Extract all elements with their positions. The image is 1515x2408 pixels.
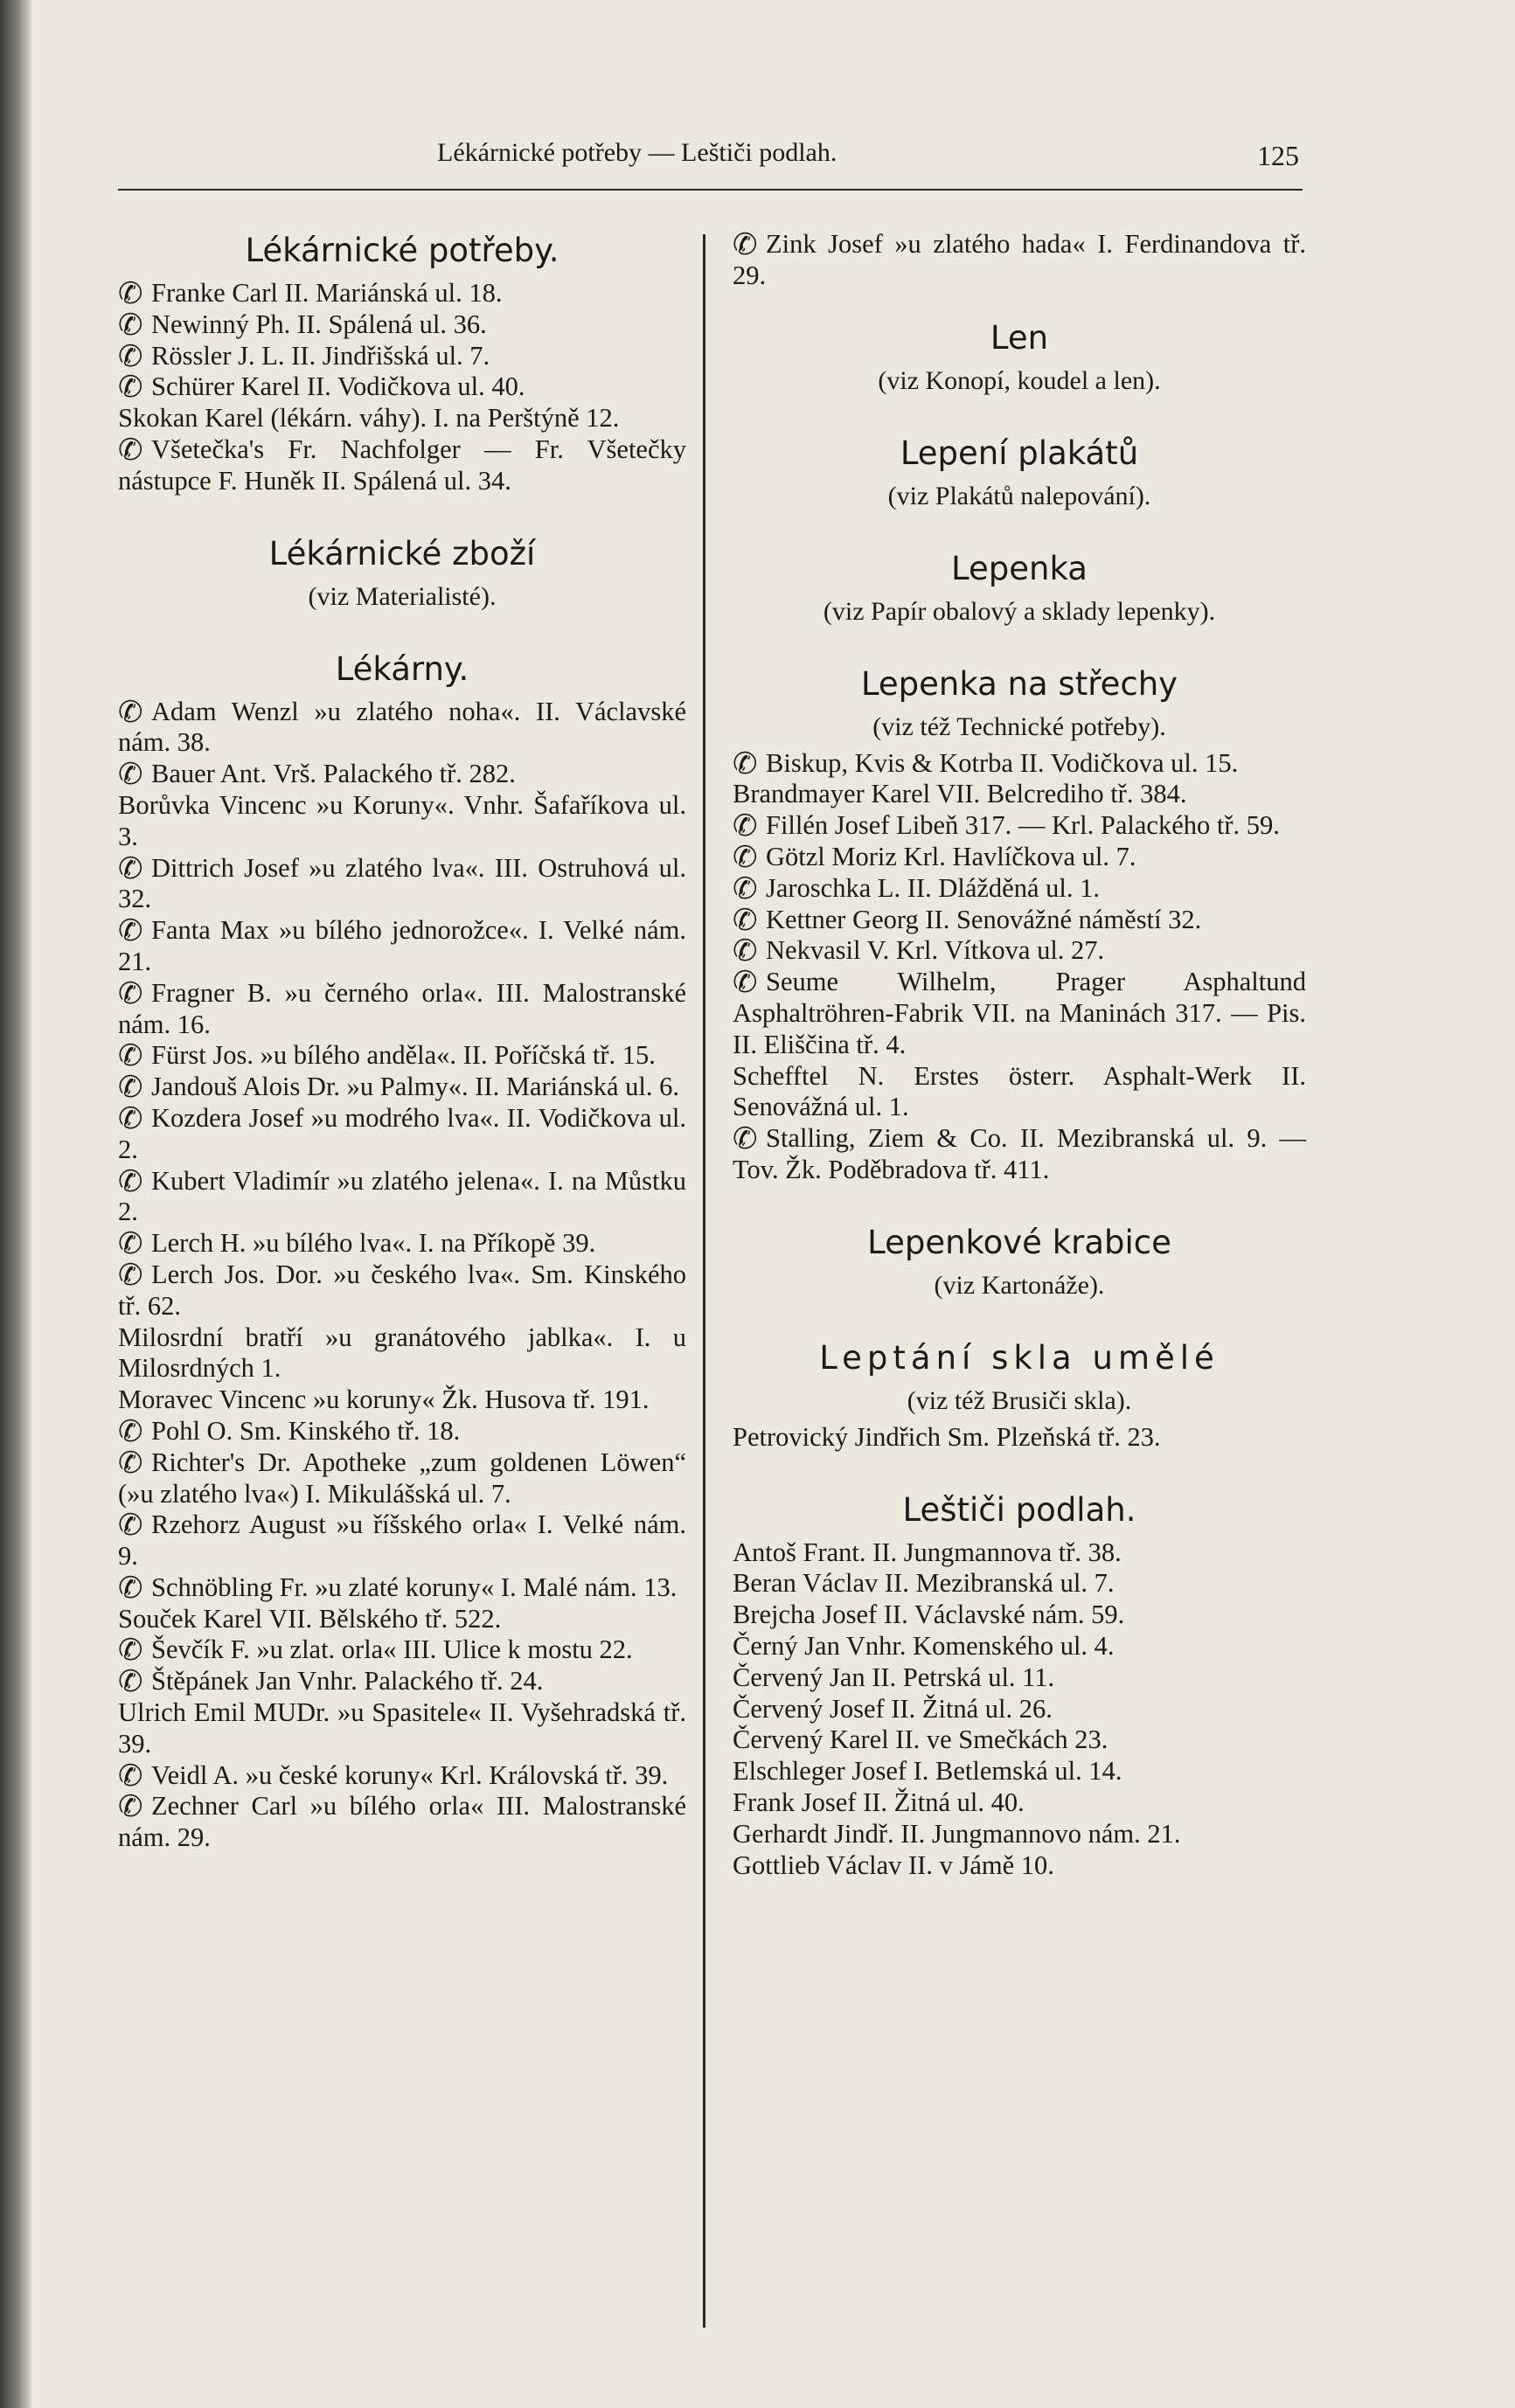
directory-entry	[733, 779, 1306, 810]
entry-text: Biskup, Kvis & Kotrba II. Vodičkova ul. 15.	[766, 747, 1239, 778]
section-heading: Lepenka	[951, 549, 1088, 587]
directory-entry	[118, 757, 686, 793]
telephone-mark-icon: ✆	[733, 902, 758, 938]
cross-reference: (viz Plakátů nalepování).	[887, 481, 1151, 510]
page-number: 125	[1257, 140, 1299, 171]
directory-entry	[118, 1413, 686, 1449]
directory-entry	[733, 1631, 1306, 1662]
entry-text: Skokan Karel (lékárn. váhy). I. na Perštýně 12.	[118, 403, 620, 434]
directory-entry	[118, 1572, 686, 1604]
cross-reference: (viz Materialisté).	[308, 581, 497, 611]
telephone-mark-icon: ✆	[118, 1789, 143, 1825]
telephone-mark-icon: ✆	[118, 1758, 143, 1794]
cross-reference: (viz též Technické potřeby).	[872, 711, 1166, 741]
entry-text: Kozdera Josef »u modrého lva«. II. Vodičkova ul. 2.	[118, 1102, 686, 1164]
directory-entry	[118, 1040, 686, 1072]
section-heading: Lékárnické potřeby.	[245, 232, 559, 269]
entry-text: Kettner Georg II. Senovážné náměstí 32.	[766, 904, 1202, 934]
section-heading: Len	[990, 318, 1049, 357]
directory-entry	[118, 338, 686, 374]
entry-list	[118, 278, 686, 497]
entry-text: Fanta Max »u bílého jednorožce«. I. Velké nám. 21.	[118, 915, 686, 976]
entry-text: Ulrich Emil MUDr. »u Spasitele« II. Vyšehradská tř. 39.	[118, 1697, 686, 1759]
entry-text: Červený Josef II. Žitná ul. 26.	[733, 1693, 1053, 1724]
entry-text: Veidl A. »u české koruny« Krl. Královská tř. 39.	[151, 1759, 669, 1790]
entry-text: Frank Josef II. Žitná ul. 40.	[733, 1787, 1025, 1817]
telephone-mark-icon: ✆	[733, 227, 758, 262]
running-title: Lékárnické potřeby — Leštiči podlah.	[437, 138, 837, 167]
entry-text: Gottlieb Václav II. v Jámě 10.	[733, 1849, 1054, 1880]
telephone-mark-icon: ✆	[118, 1070, 143, 1106]
directory-entry	[118, 370, 686, 406]
section-heading: Lepenka na střechy	[860, 664, 1178, 703]
entry-text: Götzl Moriz Krl. Havlíčkova ul. 7.	[766, 841, 1136, 871]
entry-text: Dittrich Josef »u zlatého lva«. III. Ostruhová ul. 32.	[118, 852, 686, 914]
directory-entry	[733, 1662, 1306, 1694]
directory-entry	[733, 1422, 1306, 1454]
telephone-mark-icon: ✆	[733, 933, 758, 969]
telephone-mark-icon: ✆	[118, 1445, 143, 1481]
directory-entry	[118, 1760, 686, 1792]
directory-entry	[733, 967, 1306, 1060]
telephone-mark-icon: ✆	[118, 1508, 143, 1544]
entry-text: Ševčík F. »u zlat. orla« III. Ulice k mostu 22.	[151, 1634, 633, 1665]
entry-text: Červený Karel II. ve Smečkách 23.	[733, 1724, 1108, 1755]
directory-entry	[118, 403, 686, 434]
entry-text: Petrovický Jindřich Sm. Plzeňská tř. 23.	[733, 1421, 1161, 1452]
telephone-mark-icon: ✆	[733, 746, 758, 781]
directory-entry	[118, 1257, 686, 1322]
cross-reference: (viz též Brusiči skla).	[907, 1385, 1132, 1415]
directory-entry	[733, 1787, 1306, 1819]
entry-text: Lerch H. »u bílého lva«. I. na Příkopě 39.	[151, 1228, 596, 1259]
entry-text: Stalling, Ziem & Co. II. Mezibranská ul. 9. — Tov. Žk. Poděbradova tř. 411.	[733, 1123, 1306, 1184]
directory-entry	[733, 1537, 1306, 1569]
directory-entry	[733, 748, 1306, 780]
telephone-mark-icon: ✆	[733, 871, 758, 906]
directory-entry	[118, 278, 686, 309]
directory-entry	[733, 1568, 1306, 1600]
directory-entry	[733, 1850, 1306, 1882]
directory-entry	[118, 434, 686, 497]
entry-text: Souček Karel VII. Bělského tř. 522.	[118, 1603, 502, 1634]
telephone-mark-icon: ✆	[118, 307, 143, 343]
entry-text: Elschleger Josef I. Betlemská ul. 14.	[733, 1756, 1122, 1787]
telephone-mark-icon: ✆	[118, 975, 143, 1011]
directory-entry	[118, 1163, 686, 1229]
column-divider	[703, 234, 705, 2328]
directory-entry	[118, 850, 686, 916]
entry-list	[733, 229, 1306, 292]
telephone-mark-icon: ✆	[118, 370, 143, 406]
entry-text: Zechner Carl »u bílého orla« III. Malostranské nám. 29.	[118, 1791, 686, 1853]
directory-entry	[733, 1694, 1306, 1725]
entry-text: Jaroschka L. II. Dlážděná ul. 1.	[766, 872, 1100, 903]
entry-text: Pohl O. Sm. Kinského tř. 18.	[151, 1415, 461, 1446]
directory-entry	[118, 694, 686, 760]
entry-text: Franke Carl II. Mariánská ul. 18.	[151, 278, 503, 308]
telephone-mark-icon: ✆	[118, 1100, 143, 1136]
directory-entry	[118, 1664, 686, 1700]
cross-reference: (viz Konopí, koudel a len).	[878, 365, 1161, 395]
telephone-mark-icon: ✆	[118, 1570, 143, 1606]
telephone-mark-icon: ✆	[118, 1163, 143, 1199]
entry-text: Červený Jan II. Petrská ul. 11.	[733, 1662, 1055, 1692]
directory-entry	[733, 1061, 1306, 1124]
directory-entry	[118, 1070, 686, 1106]
telephone-mark-icon: ✆	[118, 1413, 143, 1449]
telephone-mark-icon: ✆	[733, 808, 758, 844]
entry-text: Kubert Vladimír »u zlatého jelena«. I. na Můstku 2.	[118, 1165, 686, 1227]
section-heading: Lepenkové krabice	[867, 1223, 1171, 1261]
directory-entry	[118, 915, 686, 978]
directory-entry	[118, 1604, 686, 1635]
directory-entry	[118, 1322, 686, 1385]
entry-text: Schnöbling Fr. »u zlaté koruny« I. Malé nám. 13.	[151, 1572, 678, 1602]
entry-text: Rössler J. L. II. Jindřišská ul. 7.	[151, 340, 490, 371]
entry-text: Borůvka Vincenc »u Koruny«. Vnhr. Šafaříkova ul. 3.	[118, 789, 686, 851]
directory-entry	[118, 1447, 686, 1510]
right-column	[733, 229, 1306, 1881]
telephone-mark-icon: ✆	[118, 694, 143, 730]
directory-entry	[118, 1228, 686, 1260]
directory-entry	[118, 790, 686, 853]
telephone-mark-icon: ✆	[118, 913, 143, 949]
entry-text: Antoš Frant. II. Jungmannova tř. 38.	[733, 1537, 1122, 1567]
entry-text: Moravec Vincenc »u koruny« Žk. Husova tř. 191.	[118, 1384, 650, 1415]
directory-entry	[733, 810, 1306, 842]
directory-entry	[118, 1791, 686, 1854]
directory-entry	[118, 975, 686, 1041]
scan-edge-shadow	[0, 0, 31, 2408]
telephone-mark-icon: ✆	[733, 839, 758, 875]
entry-text: Štěpánek Jan Vnhr. Palackého tř. 24.	[151, 1666, 544, 1697]
cross-reference: (viz Papír obalový a sklady lepenky).	[823, 596, 1216, 626]
telephone-mark-icon: ✆	[118, 1226, 143, 1262]
entry-text: Milosrdní bratří »u granátového jablka«. I. u Milosrdných 1.	[118, 1322, 686, 1384]
header-rule	[118, 189, 1303, 191]
directory-entry	[118, 309, 686, 341]
telephone-mark-icon: ✆	[118, 1633, 143, 1669]
telephone-mark-icon: ✆	[118, 338, 143, 374]
left-column	[118, 229, 686, 1854]
entry-text: Lerch Jos. Dor. »u českého lva«. Sm. Kinského tř. 62.	[118, 1259, 686, 1321]
directory-entry	[733, 229, 1306, 292]
entry-text: Všetečka's Fr. Nachfolger — Fr. Všetečky nástupce F. Huněk II. Spálená ul. 34.	[118, 434, 686, 496]
directory-entry	[733, 839, 1306, 875]
entry-text: Fillén Josef Libeň 317. — Krl. Palackého tř. 59.	[766, 810, 1280, 841]
telephone-mark-icon: ✆	[118, 1038, 143, 1074]
entry-text: Richter's Dr. Apotheke „zum goldenen Löwen“ (»u zlatého lva«) I. Mikulášská ul. 7.	[118, 1447, 686, 1509]
entry-text: Zink Josef »u zlatého hada« I. Ferdinandova tř. 29.	[733, 229, 1306, 290]
telephone-mark-icon: ✆	[118, 850, 143, 886]
entry-list	[118, 694, 686, 1854]
entry-text: Adam Wenzl »u zlatého noha«. II. Václavské nám. 38.	[118, 696, 686, 758]
entry-text: Nekvasil V. Krl. Vítkova ul. 27.	[766, 935, 1105, 966]
entry-text: Schefftel N. Erstes österr. Asphalt-Werk II. Senovážná ul. 1.	[733, 1060, 1306, 1122]
entry-text: Gerhardt Jindř. II. Jungmannovo nám. 21.	[733, 1818, 1181, 1849]
section-heading: Leptání skla umělé	[819, 1338, 1220, 1377]
entry-text: Bauer Ant. Vrš. Palackého tř. 282.	[151, 759, 516, 789]
entry-text: Newinný Ph. II. Spálená ul. 36.	[151, 309, 487, 339]
directory-entry	[733, 902, 1306, 938]
entry-text: Fürst Jos. »u bílého anděla«. II. Poříčská tř. 15.	[151, 1040, 656, 1071]
telephone-mark-icon: ✆	[733, 965, 758, 1001]
directory-entry	[733, 1123, 1306, 1186]
section-heading: Lepení plakátů	[900, 434, 1139, 472]
entry-text: Rzehorz August »u říšského orla« I. Velké nám. 9.	[118, 1509, 686, 1572]
cross-reference: (viz Kartonáže).	[934, 1270, 1105, 1300]
section-heading: Leštiči podlah.	[902, 1490, 1136, 1529]
directory-entry	[118, 1509, 686, 1572]
entry-text: Brandmayer Karel VII. Belcrediho tř. 384.	[733, 779, 1187, 809]
directory-entry	[733, 1819, 1306, 1850]
directory-entry	[118, 1633, 686, 1669]
section-heading: Lékárny.	[335, 649, 469, 688]
directory-entry	[118, 1697, 686, 1760]
entry-text: Seume Wilhelm, Prager Asphaltund Asphaltröhren-Fabrik VII. na Maninách 317. — Pis. II. Eliščina tř. 4.	[733, 967, 1306, 1059]
entry-list	[733, 748, 1306, 1186]
entry-text: Beran Václav II. Mezibranská ul. 7.	[733, 1568, 1115, 1599]
directory-entry	[733, 1724, 1306, 1756]
directory-entry	[733, 935, 1306, 967]
telephone-mark-icon: ✆	[118, 757, 143, 793]
directory-entry	[733, 1600, 1306, 1631]
entry-text: Fragner B. »u černého orla«. III. Malostranské nám. 16.	[118, 977, 686, 1039]
telephone-mark-icon: ✆	[118, 1664, 143, 1700]
telephone-mark-icon: ✆	[118, 432, 143, 468]
section-heading: Lékárnické zboží	[268, 534, 536, 573]
entry-text: Schürer Karel II. Vodičkova ul. 40.	[151, 371, 525, 402]
entry-text: Brejcha Josef II. Václavské nám. 59.	[733, 1600, 1125, 1630]
entry-text: Černý Jan Vnhr. Komenského ul. 4.	[733, 1630, 1115, 1661]
directory-entry	[118, 1100, 686, 1166]
directory-entry	[733, 873, 1306, 905]
entry-text: Jandouš Alois Dr. »u Palmy«. II. Mariánská ul. 6.	[151, 1072, 680, 1102]
entry-list	[733, 1537, 1306, 1882]
telephone-mark-icon: ✆	[118, 1257, 143, 1293]
entry-list	[733, 1422, 1306, 1454]
directory-entry	[118, 1384, 686, 1416]
telephone-mark-icon: ✆	[118, 276, 143, 311]
telephone-mark-icon: ✆	[733, 1121, 758, 1157]
directory-entry	[733, 1756, 1306, 1787]
